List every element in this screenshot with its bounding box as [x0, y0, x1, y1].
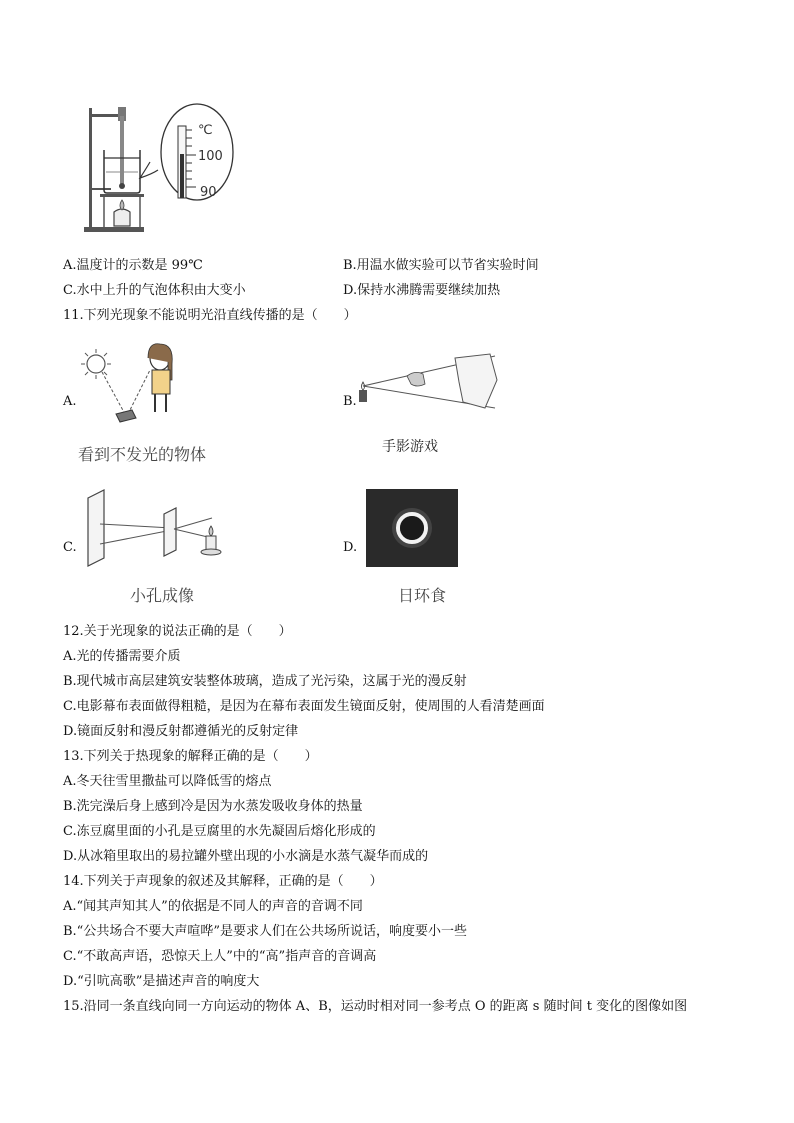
q11-caption-b: 手影游戏	[382, 439, 438, 455]
q12-option-c: C.电影幕布表面做得粗糙，是因为在幕布表面发生镜面反射，使周围的人看清楚画面	[63, 699, 545, 714]
q13-option-b: B.洗完澡后身上感到冷是因为水蒸发吸收身体的热量	[63, 799, 363, 814]
q12-option-d: D.镜面反射和漫反射都遵循光的反射定律	[63, 724, 299, 739]
pinhole-imaging-figure	[82, 488, 232, 568]
q14-option-c: C.“不敢高声语，恐惊天上人”中的“高”指声音的音调高	[63, 949, 377, 964]
candle-hand-screen-drawing	[355, 352, 505, 412]
q11-caption-d: 日环食	[398, 586, 447, 605]
q12-option-b: B.现代城市高层建筑安装整体玻璃，造成了光污染，这属于光的漫反射	[63, 674, 467, 689]
q11-stem: 11.下列光现象不能说明光沿直线传播的是（ ）	[63, 308, 357, 323]
q11-caption-a: 看到不发光的物体	[78, 445, 207, 464]
q11-caption-c: 小孔成像	[130, 586, 195, 605]
thermometer-unit-label: ℃	[198, 123, 213, 138]
q13-stem: 13.下列关于热现象的解释正确的是（ ）	[63, 749, 318, 764]
hand-shadow-figure	[355, 352, 505, 412]
q11-label-c: C.	[63, 540, 77, 555]
q10-option-d: D.保持水沸腾需要继续加热	[343, 283, 501, 298]
q14-stem: 14.下列关于声现象的叙述及其解释，正确的是（ ）	[63, 874, 383, 889]
q12-stem: 12.关于光现象的说法正确的是（ ）	[63, 624, 292, 639]
q14-option-b: B.“公共场合不要大声喧哗”是要求人们在公共场所说话，响度要小一些	[63, 924, 467, 939]
boiling-apparatus-drawing	[80, 102, 240, 238]
q10-option-c: C.水中上升的气泡体积由大变小	[63, 283, 246, 298]
q15-stem: 15.沿同一条直线向同一方向运动的物体 A、B，运动时相对同一参考点 O 的距离 s 随时间 t 变化的图像如图	[63, 999, 688, 1014]
sun-book-girl-drawing	[78, 340, 188, 435]
q13-option-a: A.冬天往雪里撒盐可以降低雪的熔点	[63, 774, 272, 789]
q11-label-a: A.	[63, 394, 77, 409]
q13-option-c: C.冻豆腐里面的小孔是豆腐里的水先凝固后熔化形成的	[63, 824, 376, 839]
q11-label-d: D.	[343, 540, 358, 555]
annular-eclipse-photo	[366, 489, 458, 567]
q10-option-a: A.温度计的示数是 99℃	[63, 258, 203, 273]
q10-option-b: B.用温水做实验可以节省实验时间	[343, 258, 539, 273]
q14-option-a: A.“闻其声知其人”的依据是不同人的声音的音调不同	[63, 899, 363, 914]
q12-option-a: A.光的传播需要介质	[63, 649, 181, 664]
see-nonluminous-object-figure	[78, 340, 188, 435]
thermometer-tick-100: 100	[198, 149, 223, 164]
boiling-apparatus-figure	[80, 102, 240, 238]
q13-option-d: D.从冰箱里取出的易拉罐外壁出现的小水滴是水蒸气凝华而成的	[63, 849, 429, 864]
q14-option-d: D.“引吭高歌”是描述声音的响度大	[63, 974, 260, 989]
thermometer-tick-90: 90	[200, 185, 217, 200]
annular-eclipse-figure	[366, 489, 458, 567]
q11-label-b: B.	[343, 394, 357, 409]
screen-pinhole-candle-drawing	[82, 488, 232, 568]
